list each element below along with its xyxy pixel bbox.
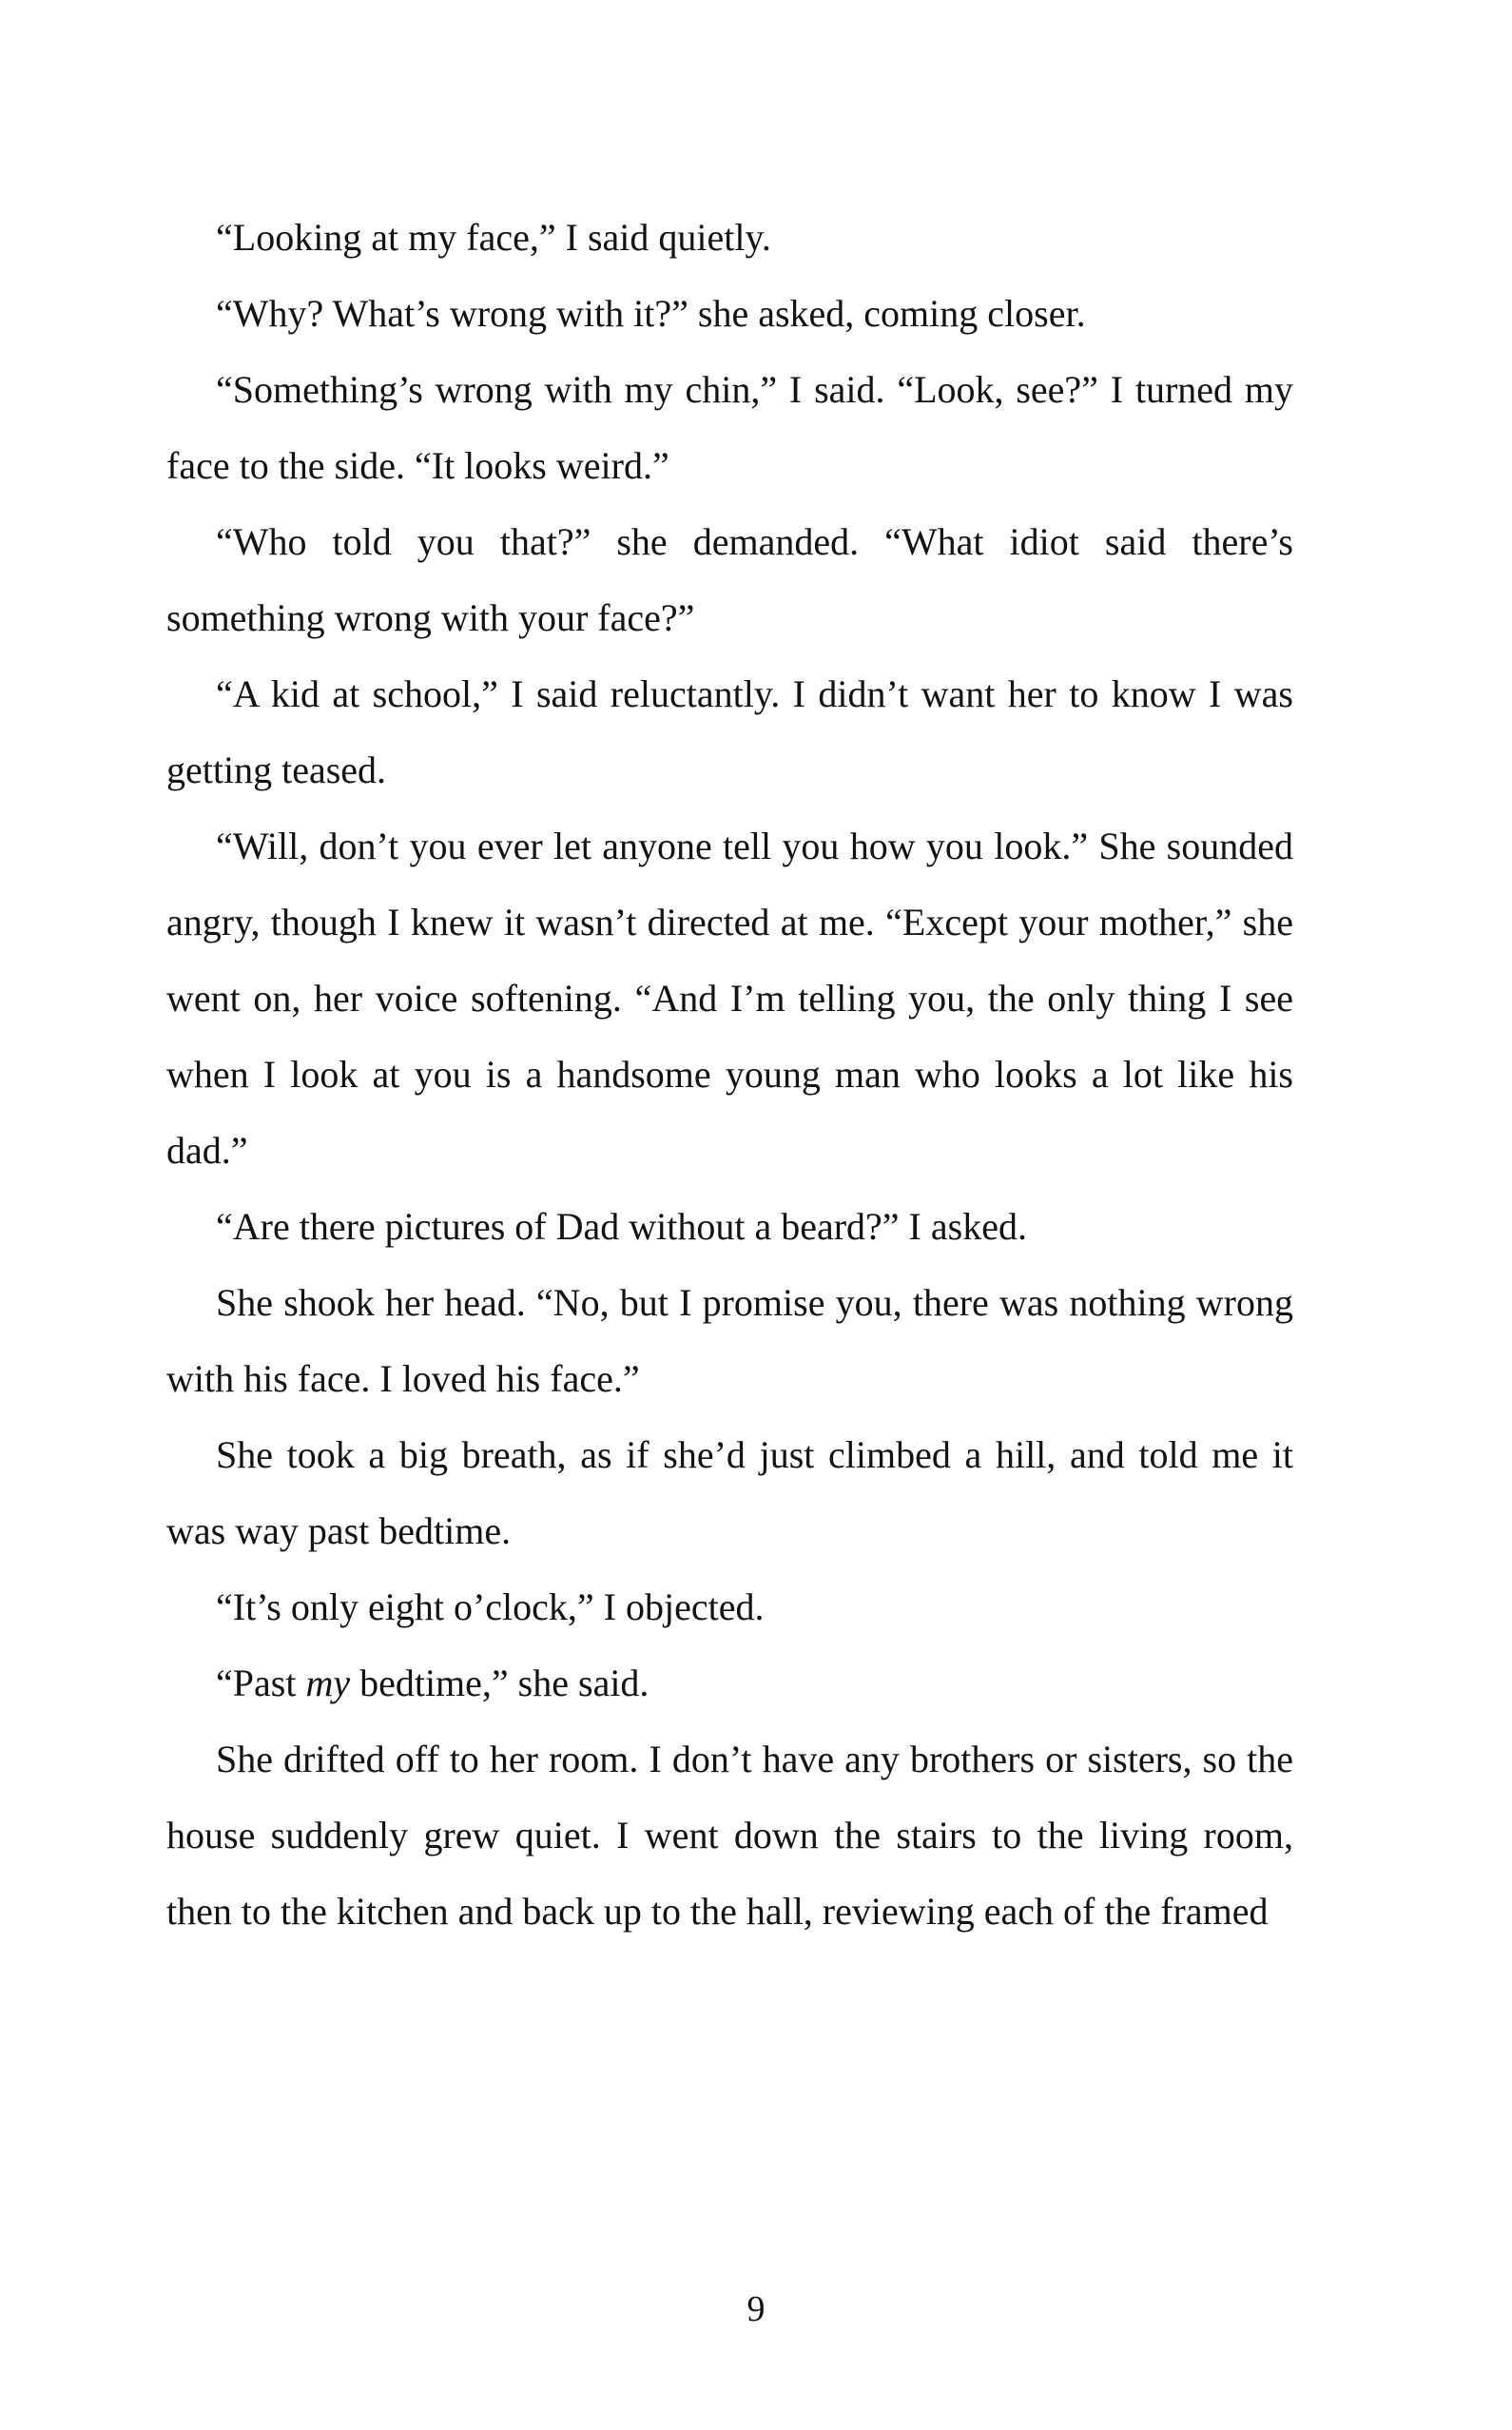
paragraph-with-italic (166, 1645, 1293, 1721)
paragraph: “Who told you that?” she demanded. “What idiot said there’s something wrong with your face?” (166, 520, 1293, 639)
paragraph: She took a big breath, as if she’d just climbed a hill, and told me it was way past bedtime. (166, 1433, 1293, 1552)
italic-word: my (305, 1662, 351, 1704)
paragraph: “It’s only eight o’clock,” I objected. (216, 1585, 765, 1628)
paragraph: “Will, don’t you ever let anyone tell you how you look.” She sounded angry, though I knew it wasn’t directed at me. “Except your mother,” she went on, her voice softening. “And I’m telling you, the only thing I see when I look at you is a handsome young man who looks a lot like his dad.” (166, 825, 1293, 1172)
paragraph-text-after-italic: bedtime,” she said. (350, 1662, 649, 1704)
paragraph: “Why? What’s wrong with it?” she asked, coming closer. (216, 292, 1086, 335)
paragraph: She drifted off to her room. I don’t have any brothers or sisters, so the house suddenly grew quiet. I went down the stairs to the living room, then to the kitchen and back up to the hall, reviewing each of the framed (166, 1738, 1293, 1933)
paragraph: “Something’s wrong with my chin,” I said. “Look, see?” I turned my face to the side. “It looks weird.” (166, 368, 1293, 487)
page-body-text (166, 200, 1293, 1950)
paragraph: “Looking at my face,” I said quietly. (216, 216, 771, 259)
paragraph: “A kid at school,” I said reluctantly. I didn’t want her to know I was getting teased. (166, 672, 1293, 791)
paragraph: She shook her head. “No, but I promise you, there was nothing wrong with his face. I loved his face.” (166, 1281, 1293, 1400)
page-number: 9 (746, 2289, 766, 2329)
paragraph: “Are there pictures of Dad without a beard?” I asked. (216, 1205, 1027, 1248)
paragraph-text-before-italic: “Past (216, 1662, 306, 1704)
